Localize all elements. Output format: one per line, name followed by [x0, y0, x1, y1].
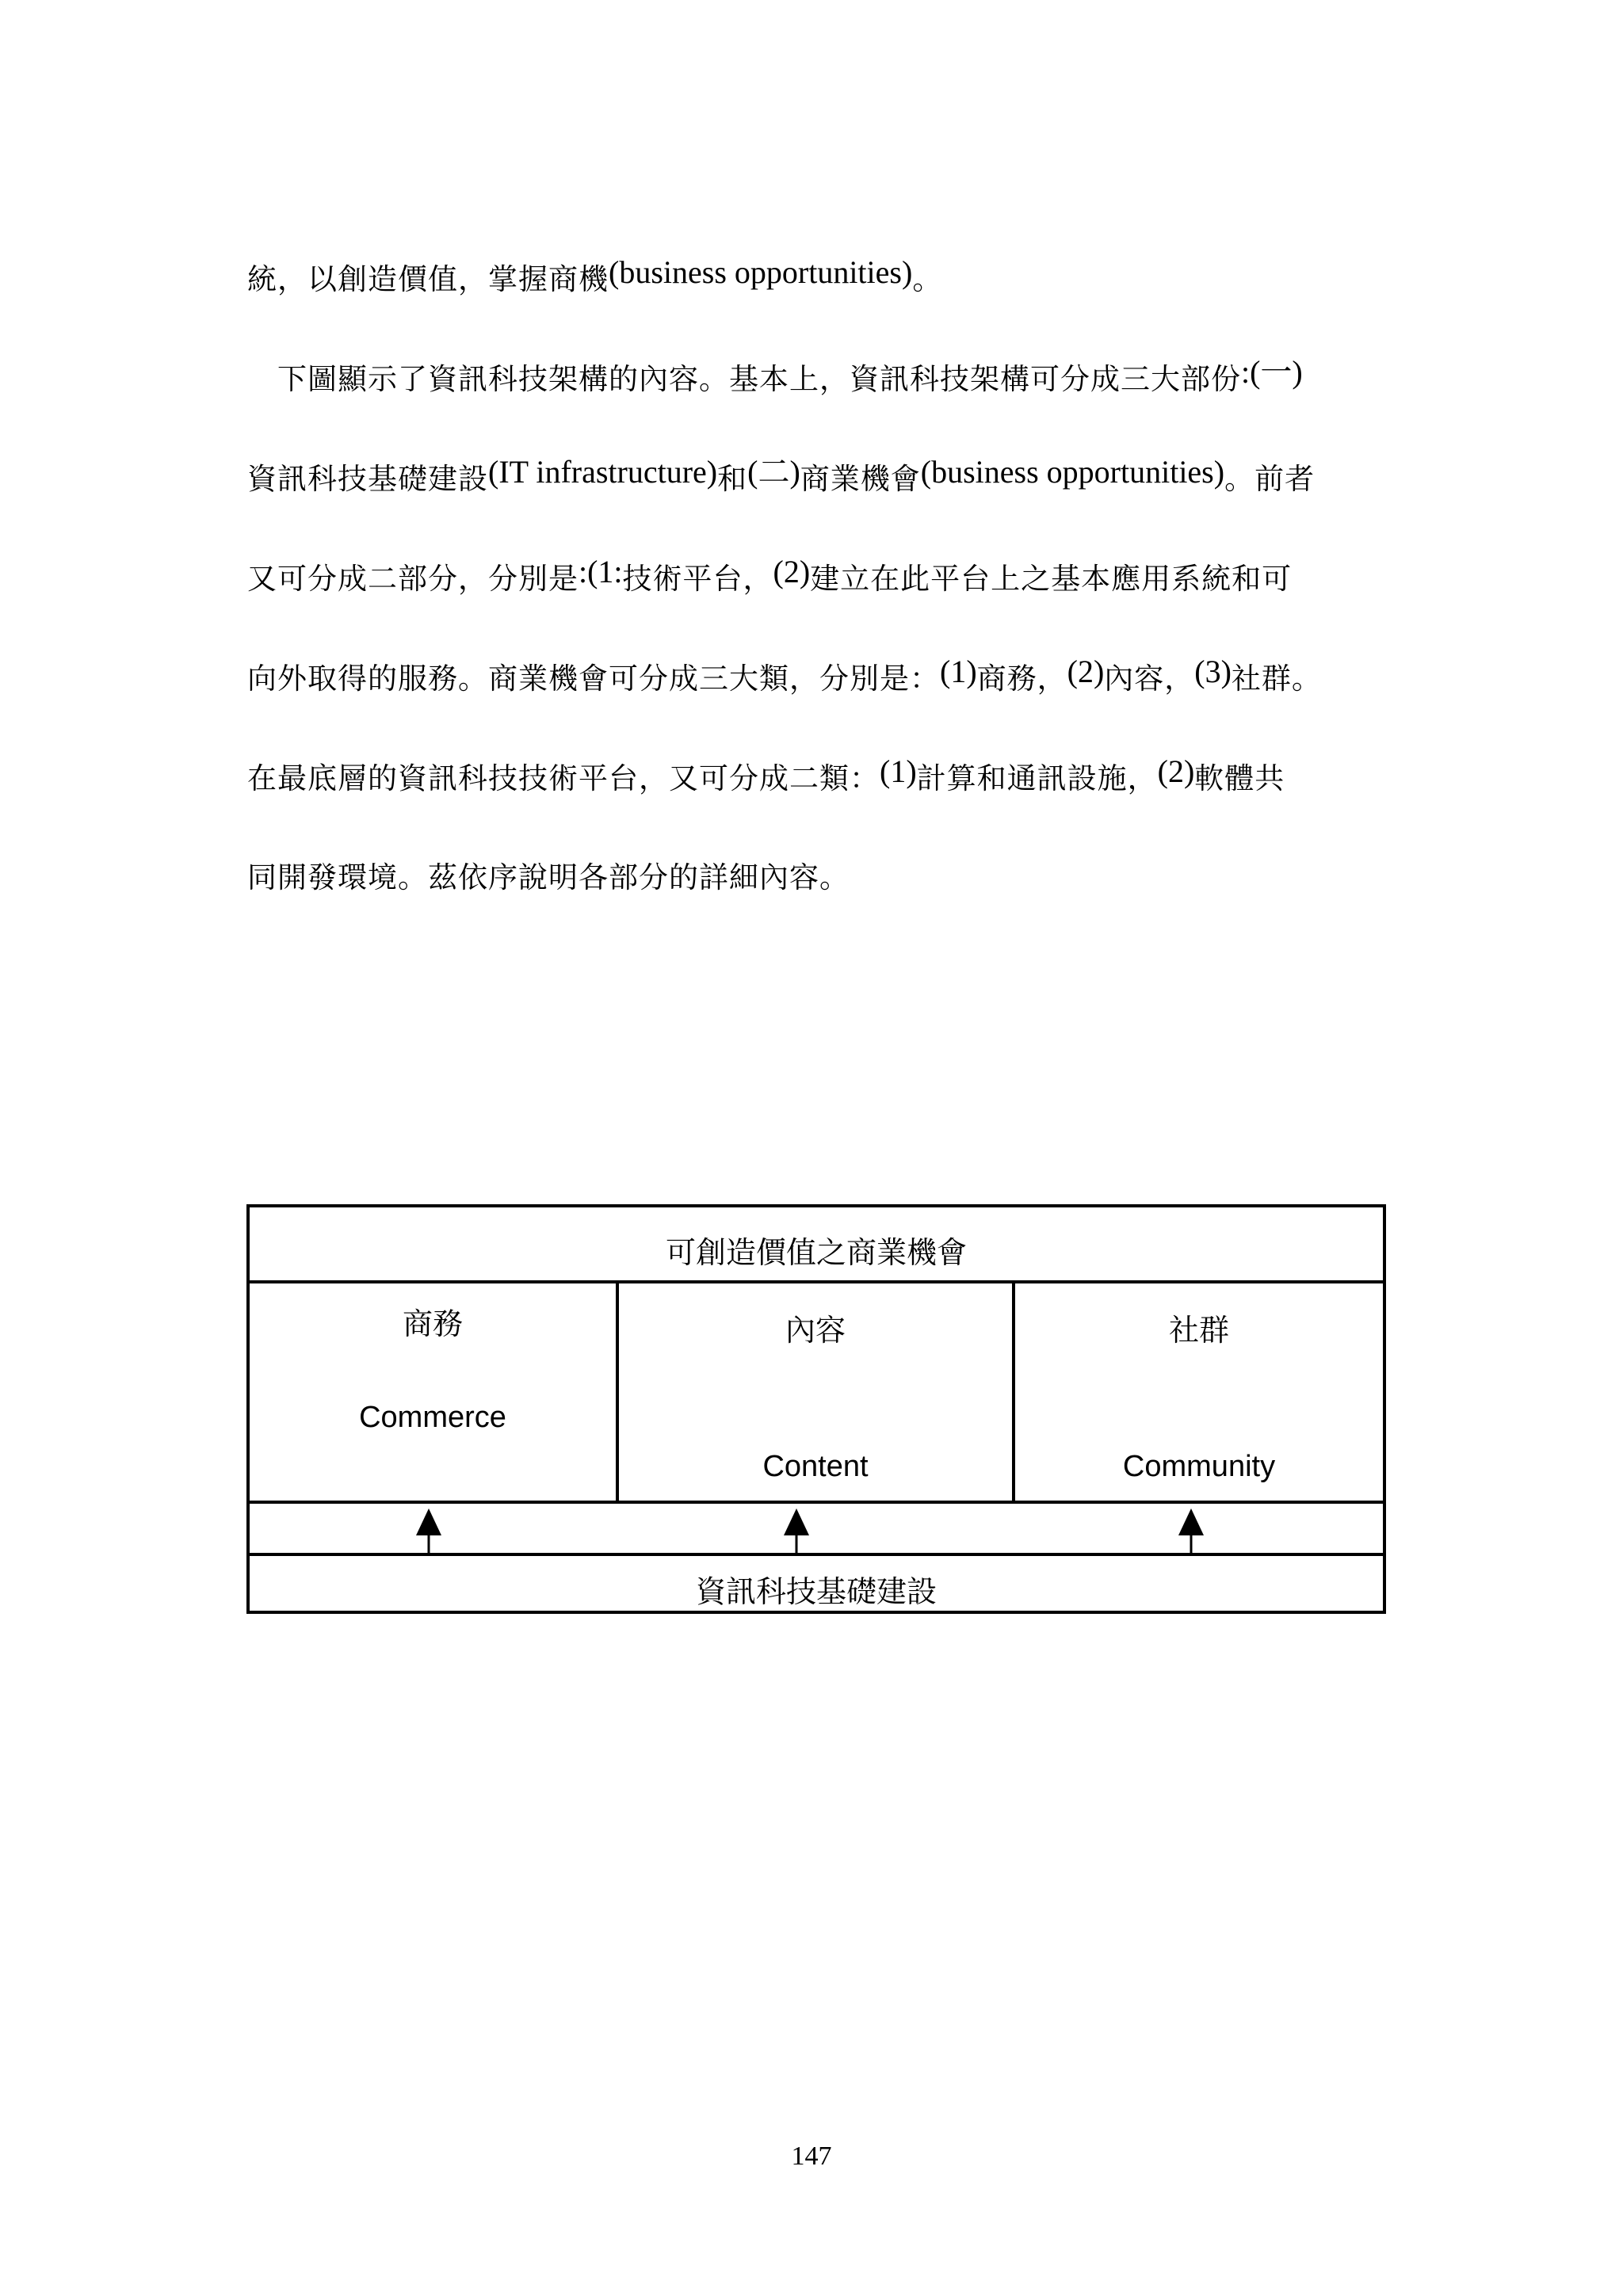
text-segment-latin: (2) [1067, 654, 1105, 689]
text-segment-latin: (3) [1194, 654, 1232, 689]
text-segment: 建立在此平台上之基本應用系統和可 [810, 562, 1293, 596]
text-segment: 又可分成二部分，分別是 [247, 562, 579, 596]
category-zh-label: 內容 [785, 1313, 846, 1348]
text-segment: 下圖顯示了資訊科技架構的內容。基本上，資訊科技架構可分成三大部份 [247, 362, 1241, 396]
text-segment-latin: (business opportunities) [920, 454, 1225, 490]
category-row [250, 1283, 1383, 1504]
text-segment: 。前者 [1224, 462, 1316, 496]
text-segment: 軟體共 [1194, 761, 1285, 795]
text-segment-latin: (2) [773, 554, 811, 589]
category-en-label: Content [762, 1450, 869, 1483]
category-content [619, 1283, 1015, 1501]
it-infrastructure-footer [250, 1556, 1383, 1611]
text-segment: 。 [912, 262, 943, 296]
paragraph-line-4 [247, 555, 1292, 602]
text-segment-latin: (1) [940, 654, 977, 689]
category-zh-label: 商務 [402, 1306, 463, 1341]
diagram-top-label: 可創造價值之商業機會 [665, 1235, 967, 1270]
text-segment: 統，以創造價值，掌握商機 [247, 262, 609, 296]
paragraph-line-3 [247, 455, 1315, 502]
text-segment-latin: (2) [1157, 753, 1195, 789]
text-segment: 內容， [1104, 662, 1195, 696]
it-architecture-diagram [246, 1204, 1386, 1614]
paragraph-line-2 [247, 355, 1303, 402]
category-en-label: Community [1122, 1450, 1276, 1483]
text-segment: 社群。 [1231, 662, 1322, 696]
text-segment-latin: (IT infrastructure) [488, 454, 718, 490]
text-segment: 計算和通訊設施， [916, 761, 1158, 795]
category-zh-label: 社群 [1168, 1313, 1229, 1348]
text-segment: 同開發環境。茲依序說明各部分的詳細內容。 [247, 860, 850, 894]
text-segment: 在最底層的資訊科技技術平台，又可分成二類： [247, 761, 880, 795]
up-arrow-icon [1177, 1507, 1205, 1554]
up-arrow-icon [414, 1507, 443, 1554]
paragraph-line-7 [247, 854, 850, 902]
paragraph-line-1 [247, 255, 942, 303]
text-segment-latin: (1) [880, 753, 917, 789]
up-arrow-icon [782, 1507, 811, 1554]
text-segment: 向外取得的服務。商業機會可分成三大類，分別是： [247, 662, 940, 696]
paragraph-line-5 [247, 654, 1322, 702]
text-segment: 資訊科技基礎建設 [247, 462, 488, 496]
paragraph-line-6 [247, 754, 1285, 802]
text-segment-latin: :(1: [579, 554, 623, 589]
page-number: 147 [791, 2142, 832, 2171]
diagram-bottom-label: 資訊科技基礎建設 [695, 1574, 937, 1609]
text-segment: 和 [717, 462, 748, 496]
category-en-label: Commerce [359, 1401, 506, 1434]
category-community [1015, 1283, 1383, 1501]
text-segment-latin: :(一) [1241, 354, 1303, 390]
text-segment: 技術平台， [622, 562, 773, 596]
text-segment-latin: (二) [747, 454, 800, 490]
text-segment-latin: (business opportunities) [609, 254, 913, 290]
business-opportunity-header [250, 1207, 1383, 1283]
text-segment: 商務， [976, 662, 1067, 696]
category-commerce [250, 1283, 619, 1501]
text-segment: 商業機會 [800, 462, 921, 496]
arrow-row [250, 1504, 1383, 1556]
